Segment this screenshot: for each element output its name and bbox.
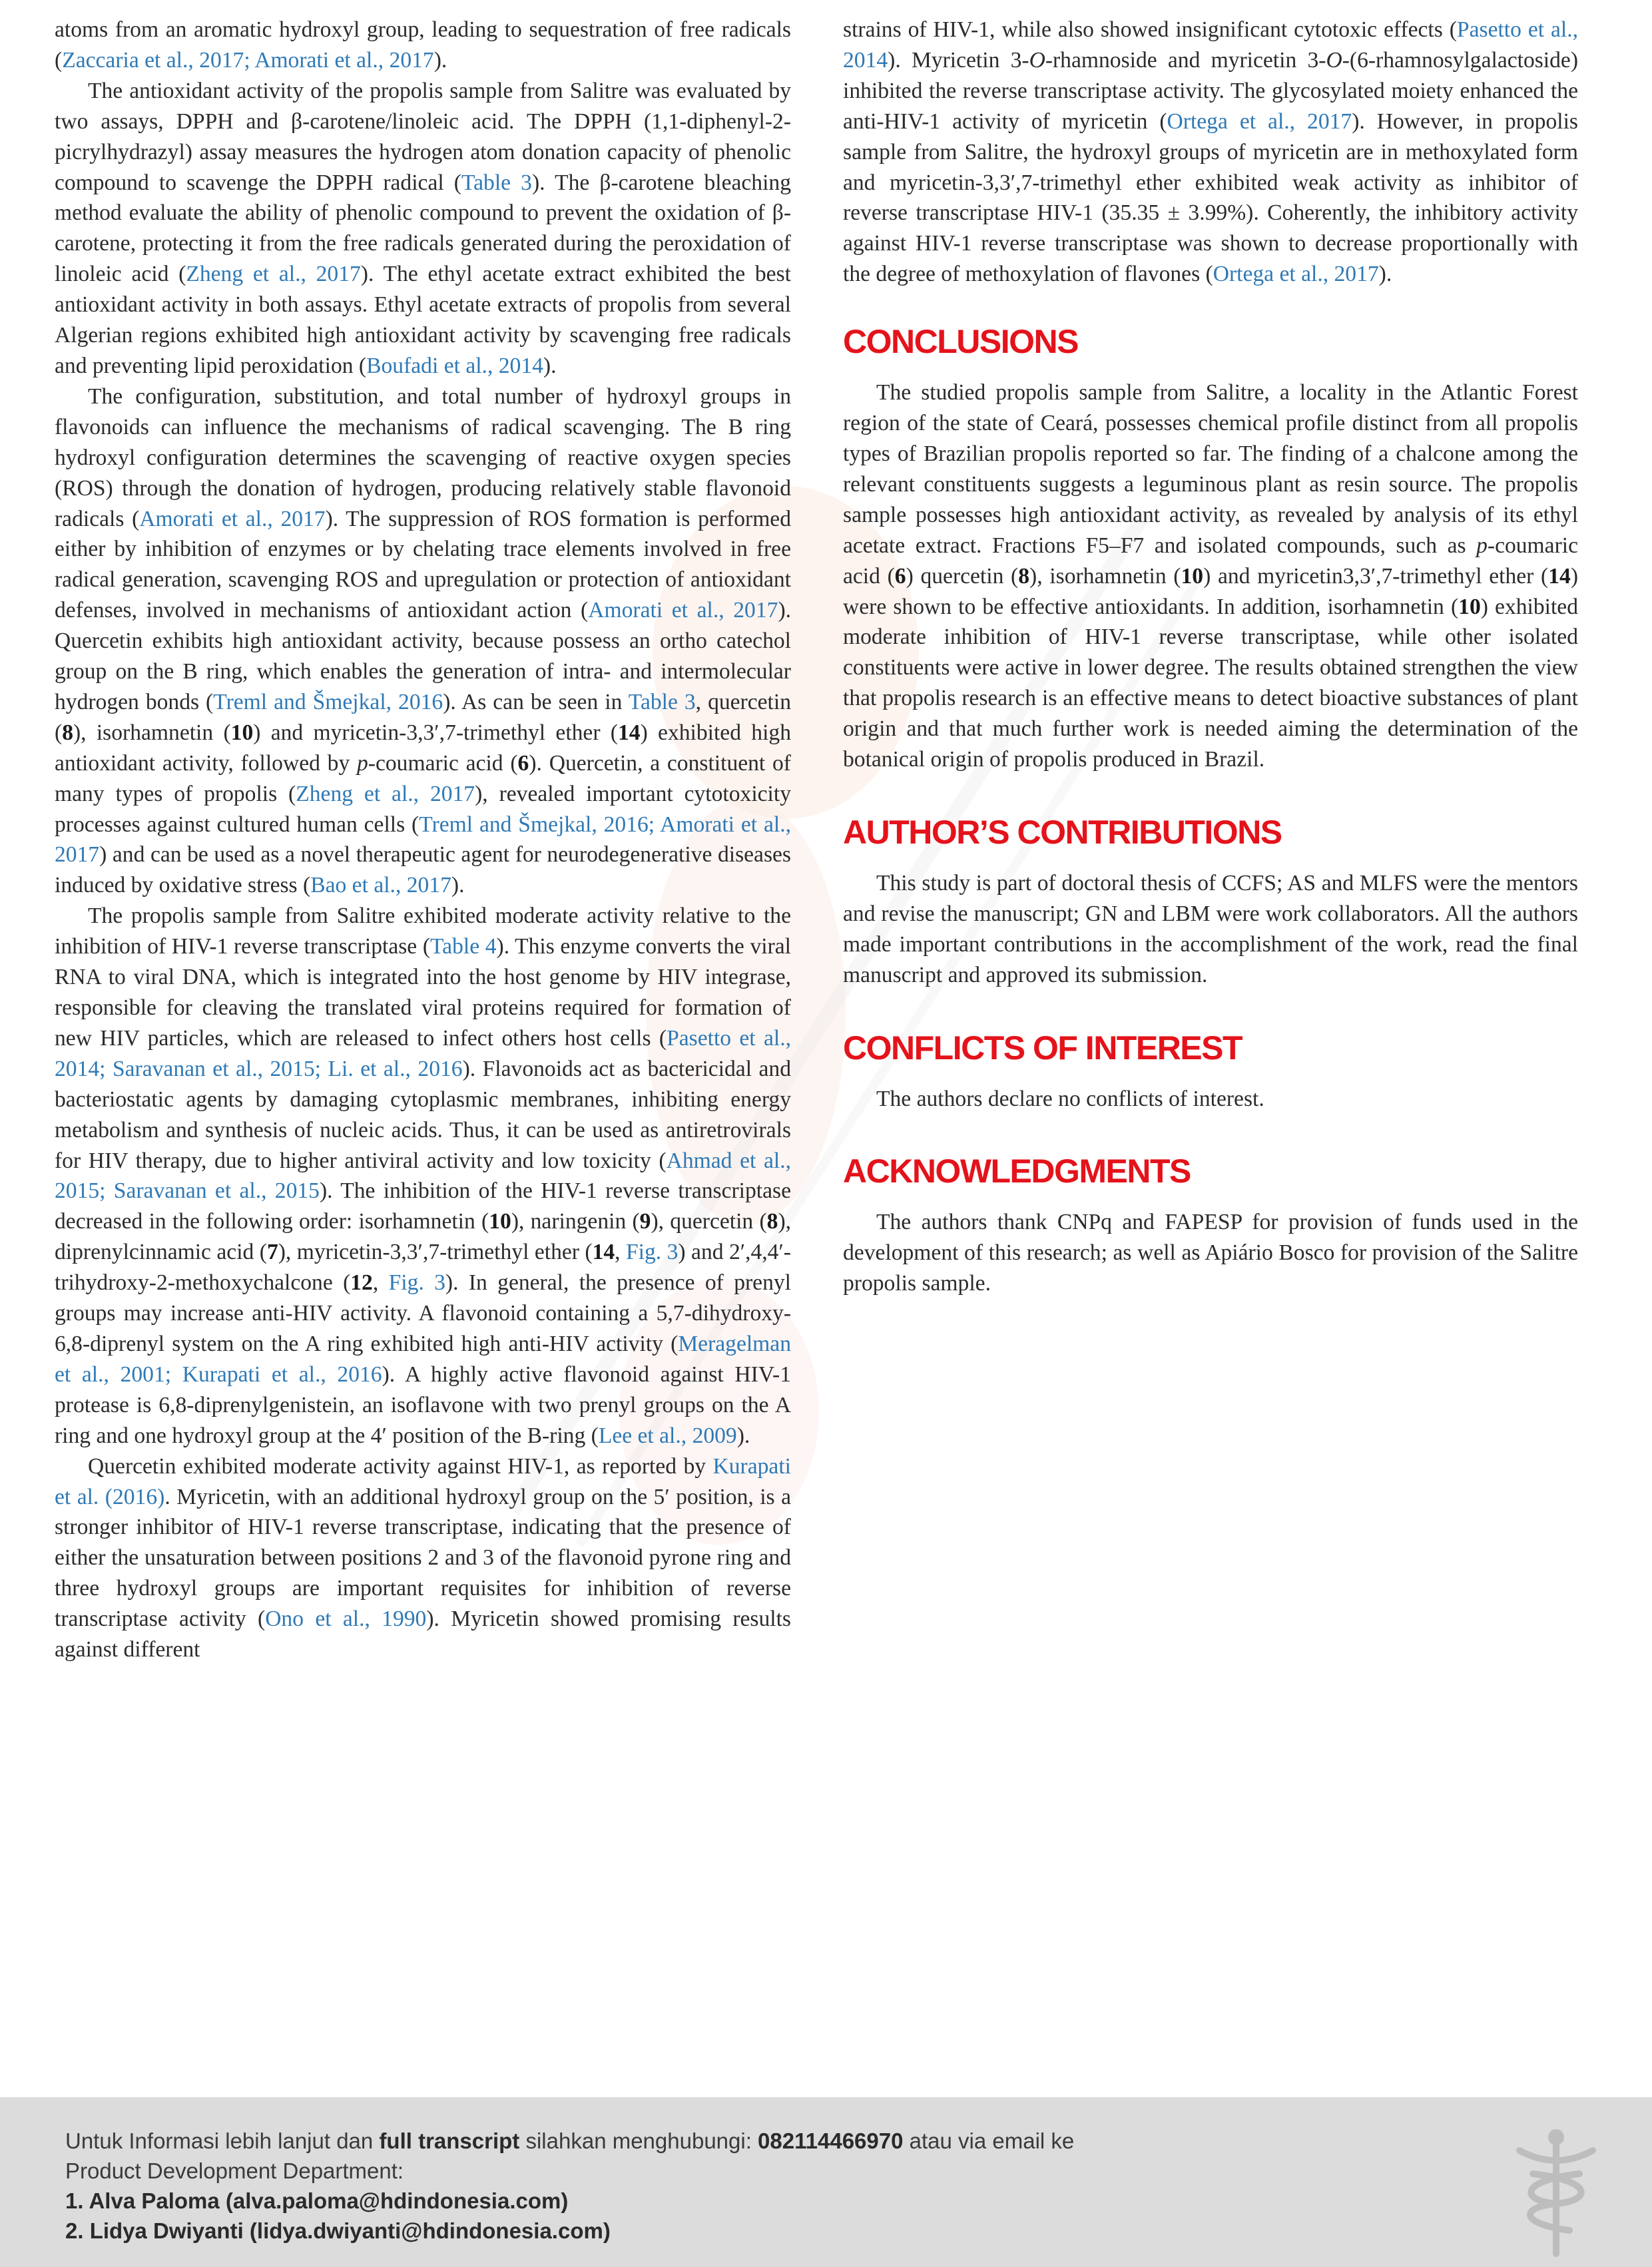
table-reference-link[interactable]: Table 3 (461, 170, 532, 195)
table-reference-link[interactable]: Table 4 (430, 934, 497, 959)
conclusions-paragraph: The studied propolis sample from Salitre, a locality in the Atlantic Forest region of the state of Ceará, possesses chemical profile distinct from all propolis types of Brazilian propolis reported so far. The finding of a chalcone among the relevant constituents suggests a leguminous plant as resin source. The propolis sample possesses high antioxidant activity, as revealed by analysis of its ethyl acetate extract. Fractions F5–F7 and isolated compounds, such as p-coumaric acid (6) quercetin (8), isorhamnetin (10) and myricetin3,3′,7-trimethyl ether (14) were shown to be effective antioxidants. In addition, isorhamnetin (10) exhibited moderate inhibition of HIV-1 reverse transcriptase, while other isolated constituents were active in lower degree. The results obtained strengthen the view that propolis research is an effective means to detect bioactive substances of plant origin and that much further work is needed aiming the determination of the botanical origin of propolis produced in Brazil. (843, 380, 1578, 772)
citation-link[interactable]: Pasetto et al., 2014; Saravanan et al., 2015; Li. et al., 2016 (55, 1025, 791, 1081)
conflicts-of-interest-heading: CONFLICTS OF INTEREST (843, 1029, 1242, 1067)
citation-link[interactable]: Ahmad et al., 2015; Saravanan et al., 2015 (55, 1148, 791, 1204)
author-contributions-heading: AUTHOR’S CONTRIBUTIONS (843, 813, 1282, 851)
citation-link[interactable]: Zaccaria et al., 2017; Amorati et al., 2017 (62, 47, 434, 73)
author-contributions-paragraph: This study is part of doctoral thesis of CCFS; AS and MLFS were the mentors and revise the manuscript; GN and LBM were work collaborators. All the authors made important contributions in the accomplishment of the work, read the final manuscript and approved its submission. (843, 870, 1578, 987)
acknowledgments-heading: ACKNOWLEDGMENTS (843, 1152, 1191, 1190)
paragraph-hiv-transcriptase: The propolis sample from Salitre exhibited moderate activity relative to the inhibition of HIV-1 reverse transcriptase (Table 4). This enzyme converts the viral RNA to viral DNA, which is integrated into the host genome by HIV integrase, responsible for cleaving the translated viral proteins required for formation of new HIV particles, which are released to infect others host cells (Pasetto et al., 2014; Saravanan et al., 2015; Li. et al., 2016). Flavonoids act as bactericidal and bacteriostatic agents by damaging cytoplasmic membranes, inhibiting energy metabolism and synthesis of nucleic acids. Thus, it can be used as antiretrovirals for HIV therapy, due to higher antiviral activity and low toxicity (Ahmad et al., 2015; Saravanan et al., 2015). The inhibition of the HIV-1 reverse transcriptase decreased in the following order: isorhamnetin (10), naringenin (9), quercetin (8), diprenylcinnamic acid (7), myricetin-3,3′,7-trimethyl ether (14, Fig. 3) and 2′,4,4′-trihydroxy-2-methoxychalcone (12, Fig. 3). In general, the presence of prenyl groups may increase anti-HIV activity. A flavonoid containing a 5,7-dihydroxy-6,8-diprenyl system on the A ring exhibited high anti-HIV activity (Meragelman et al., 2001; Kurapati et al., 2016). A highly active flavonoid against HIV-1 protease is 6,8-diprenylgenistein, an isoflavone with two prenyl groups on the A ring and one hydroxyl group at the 4′ position of the B-ring (Lee et al., 2009). (55, 903, 792, 1448)
paragraph-quercetin-myricetin: Quercetin exhibited moderate activity against HIV-1, as reported by Kurapati et al. (2016). Myricetin, with an additional hydroxyl group on the 5′ position, is a stronger inhibitor of HIV-1 reverse transcriptase, indicating that the presence of either the unsaturation between positions 2 and 3 of the flavonoid pyrone ring and three hydroxyl groups are important requisites for inhibition of reverse transcriptase activity (Ono et al., 1990). Myricetin showed promising results against different (55, 1453, 791, 1662)
citation-link[interactable]: Boufadi et al., 2014 (366, 353, 543, 378)
citation-link[interactable]: Ortega et al., 2017 (1213, 262, 1379, 287)
footer-phone-number[interactable]: 082114466970 (758, 2129, 904, 2153)
footer-contact-1[interactable]: 1. Alva Paloma (alva.paloma@hdindonesia.com) (65, 2188, 569, 2213)
paragraph-myricetin-continued: strains of HIV-1, while also showed insignificant cytotoxic effects (Pasetto et al., 2014). Myricetin 3-O-rhamnoside and myricetin 3-O-(6-rhamnosylgalactoside) inhibited the reverse transcriptase activity. The glycosylated moiety enhanced the anti-HIV-1 activity of myricetin (Ortega et al., 2017). However, in propolis sample from Salitre, the hydroxyl groups of myricetin are in methoxylated form and myricetin-3,3′,7-trimethyl ether exhibited weak activity as inhibitor of reverse transcriptase HIV-1 (35.35 ± 3.99%). Coherently, the inhibitory activity against HIV-1 reverse transcriptase was shown to decrease proportionally with the degree of methoxylation of flavones (Ortega et al., 2017). (843, 17, 1579, 287)
table-reference-link[interactable]: Table 3 (628, 689, 696, 714)
citation-link[interactable]: Kurapati et al. (2016) (55, 1453, 791, 1509)
right-column (843, 15, 1578, 1299)
citation-link[interactable]: Treml and Šmejkal, 2016 (213, 689, 443, 714)
citation-link[interactable]: Pasetto et al., 2014 (843, 17, 1578, 73)
conflicts-of-interest-paragraph: The authors declare no conflicts of interest. (876, 1086, 1264, 1111)
citation-link[interactable]: Treml and Šmejkal, 2016; Amorati et al., 2017 (55, 812, 791, 868)
citation-link[interactable]: Ono et al., 1990 (265, 1607, 427, 1632)
citation-link[interactable]: Zheng et al., 2017 (296, 781, 475, 806)
citation-link[interactable]: Zheng et al., 2017 (186, 262, 361, 287)
figure-reference-link[interactable]: Fig. 3 (626, 1240, 679, 1265)
citation-link[interactable]: Lee et al., 2009 (598, 1423, 737, 1448)
contact-footer (0, 2097, 1652, 2267)
paragraph-antioxidant-intro: atoms from an aromatic hydroxyl group, leading to sequestration of free radicals (Zaccaria et al., 2017; Amorati et al., 2017). (55, 17, 791, 73)
citation-link[interactable]: Amorati et al., 2017 (588, 598, 778, 623)
footer-contact-info (65, 2126, 1074, 2246)
footer-contact-2[interactable]: 2. Lidya Dwiyanti (lidya.dwiyanti@hdindonesia.com) (65, 2218, 611, 2243)
figure-reference-link[interactable]: Fig. 3 (388, 1270, 445, 1296)
citation-link[interactable]: Amorati et al., 2017 (139, 506, 326, 531)
footer-info-line: Untuk Informasi lebih lanjut dan full transcript silahkan menghubungi: 082114466970 atau via email ke (65, 2129, 1075, 2153)
left-column (55, 15, 791, 1665)
paragraph-antioxidant-assays: The antioxidant activity of the propolis sample from Salitre was evaluated by two assays, DPPH and β-carotene/linoleic acid. The DPPH (1,1-diphenyl-2-picrylhydrazyl) assay measures the hydrogen atom donation capacity of phenolic compound to scavenge the DPPH radical (Table 3). The β-carotene bleaching method evaluate the ability of phenolic compound to prevent the oxidation of β-carotene, protecting it from the free radicals generated during the peroxidation of linoleic acid (Zheng et al., 2017). The ethyl acetate extract exhibited the best antioxidant activity in both assays. Ethyl acetate extracts of propolis from several Algerian regions exhibited high antioxidant activity by scavenging free radicals and preventing lipid peroxidation (Boufadi et al., 2014). (55, 78, 791, 378)
citation-link[interactable]: Bao et al., 2017 (310, 873, 451, 898)
conclusions-heading: CONCLUSIONS (843, 323, 1078, 361)
paragraph-flavonoid-hydroxyl: The configuration, substitution, and total number of hydroxyl groups in flavonoids can influence the mechanisms of radical scavenging. The B ring hydroxyl configuration determines the scavenging of reactive oxygen species (ROS) through the donation of hydrogen, producing relatively stable flavonoid radicals (Amorati et al., 2017). The suppression of ROS formation is performed either by inhibition of enzymes or by chelating trace elements involved in free radical generation, scavenging ROS and upregulation or protection of antioxidant defenses, involved in mechanisms of antioxidant action (Amorati et al., 2017). Quercetin exhibits high antioxidant activity, because possess an ortho catechol group on the B ring, which enables the generation of intra- and intermolecular hydrogen bonds (Treml and Šmejkal, 2016). As can be seen in Table 3, quercetin (8), isorhamnetin (10) and myricetin-3,3′,7-trimethyl ether (14) exhibited high antioxidant activity, followed by p-coumaric acid (6). Quercetin, a constituent of many types of propolis (Zheng et al., 2017), revealed important cytotoxicity processes against cultured human cells (Treml and Šmejkal, 2016; Amorati et al., 2017) and can be used as a novel therapeutic agent for neurodegenerative diseases induced by oxidative stress (Bao et al., 2017). (55, 383, 792, 898)
acknowledgments-paragraph: The authors thank CNPq and FAPESP for provision of funds used in the development of this research; as well as Apiário Bosco for provision of the Salitre propolis sample. (843, 1210, 1578, 1296)
citation-link[interactable]: Ortega et al., 2017 (1167, 109, 1352, 134)
citation-link[interactable]: Meragelman et al., 2001; Kurapati et al., 2016 (55, 1331, 791, 1387)
footer-department-line: Product Development Department: (65, 2158, 404, 2183)
caduceus-icon (1506, 2124, 1606, 2257)
